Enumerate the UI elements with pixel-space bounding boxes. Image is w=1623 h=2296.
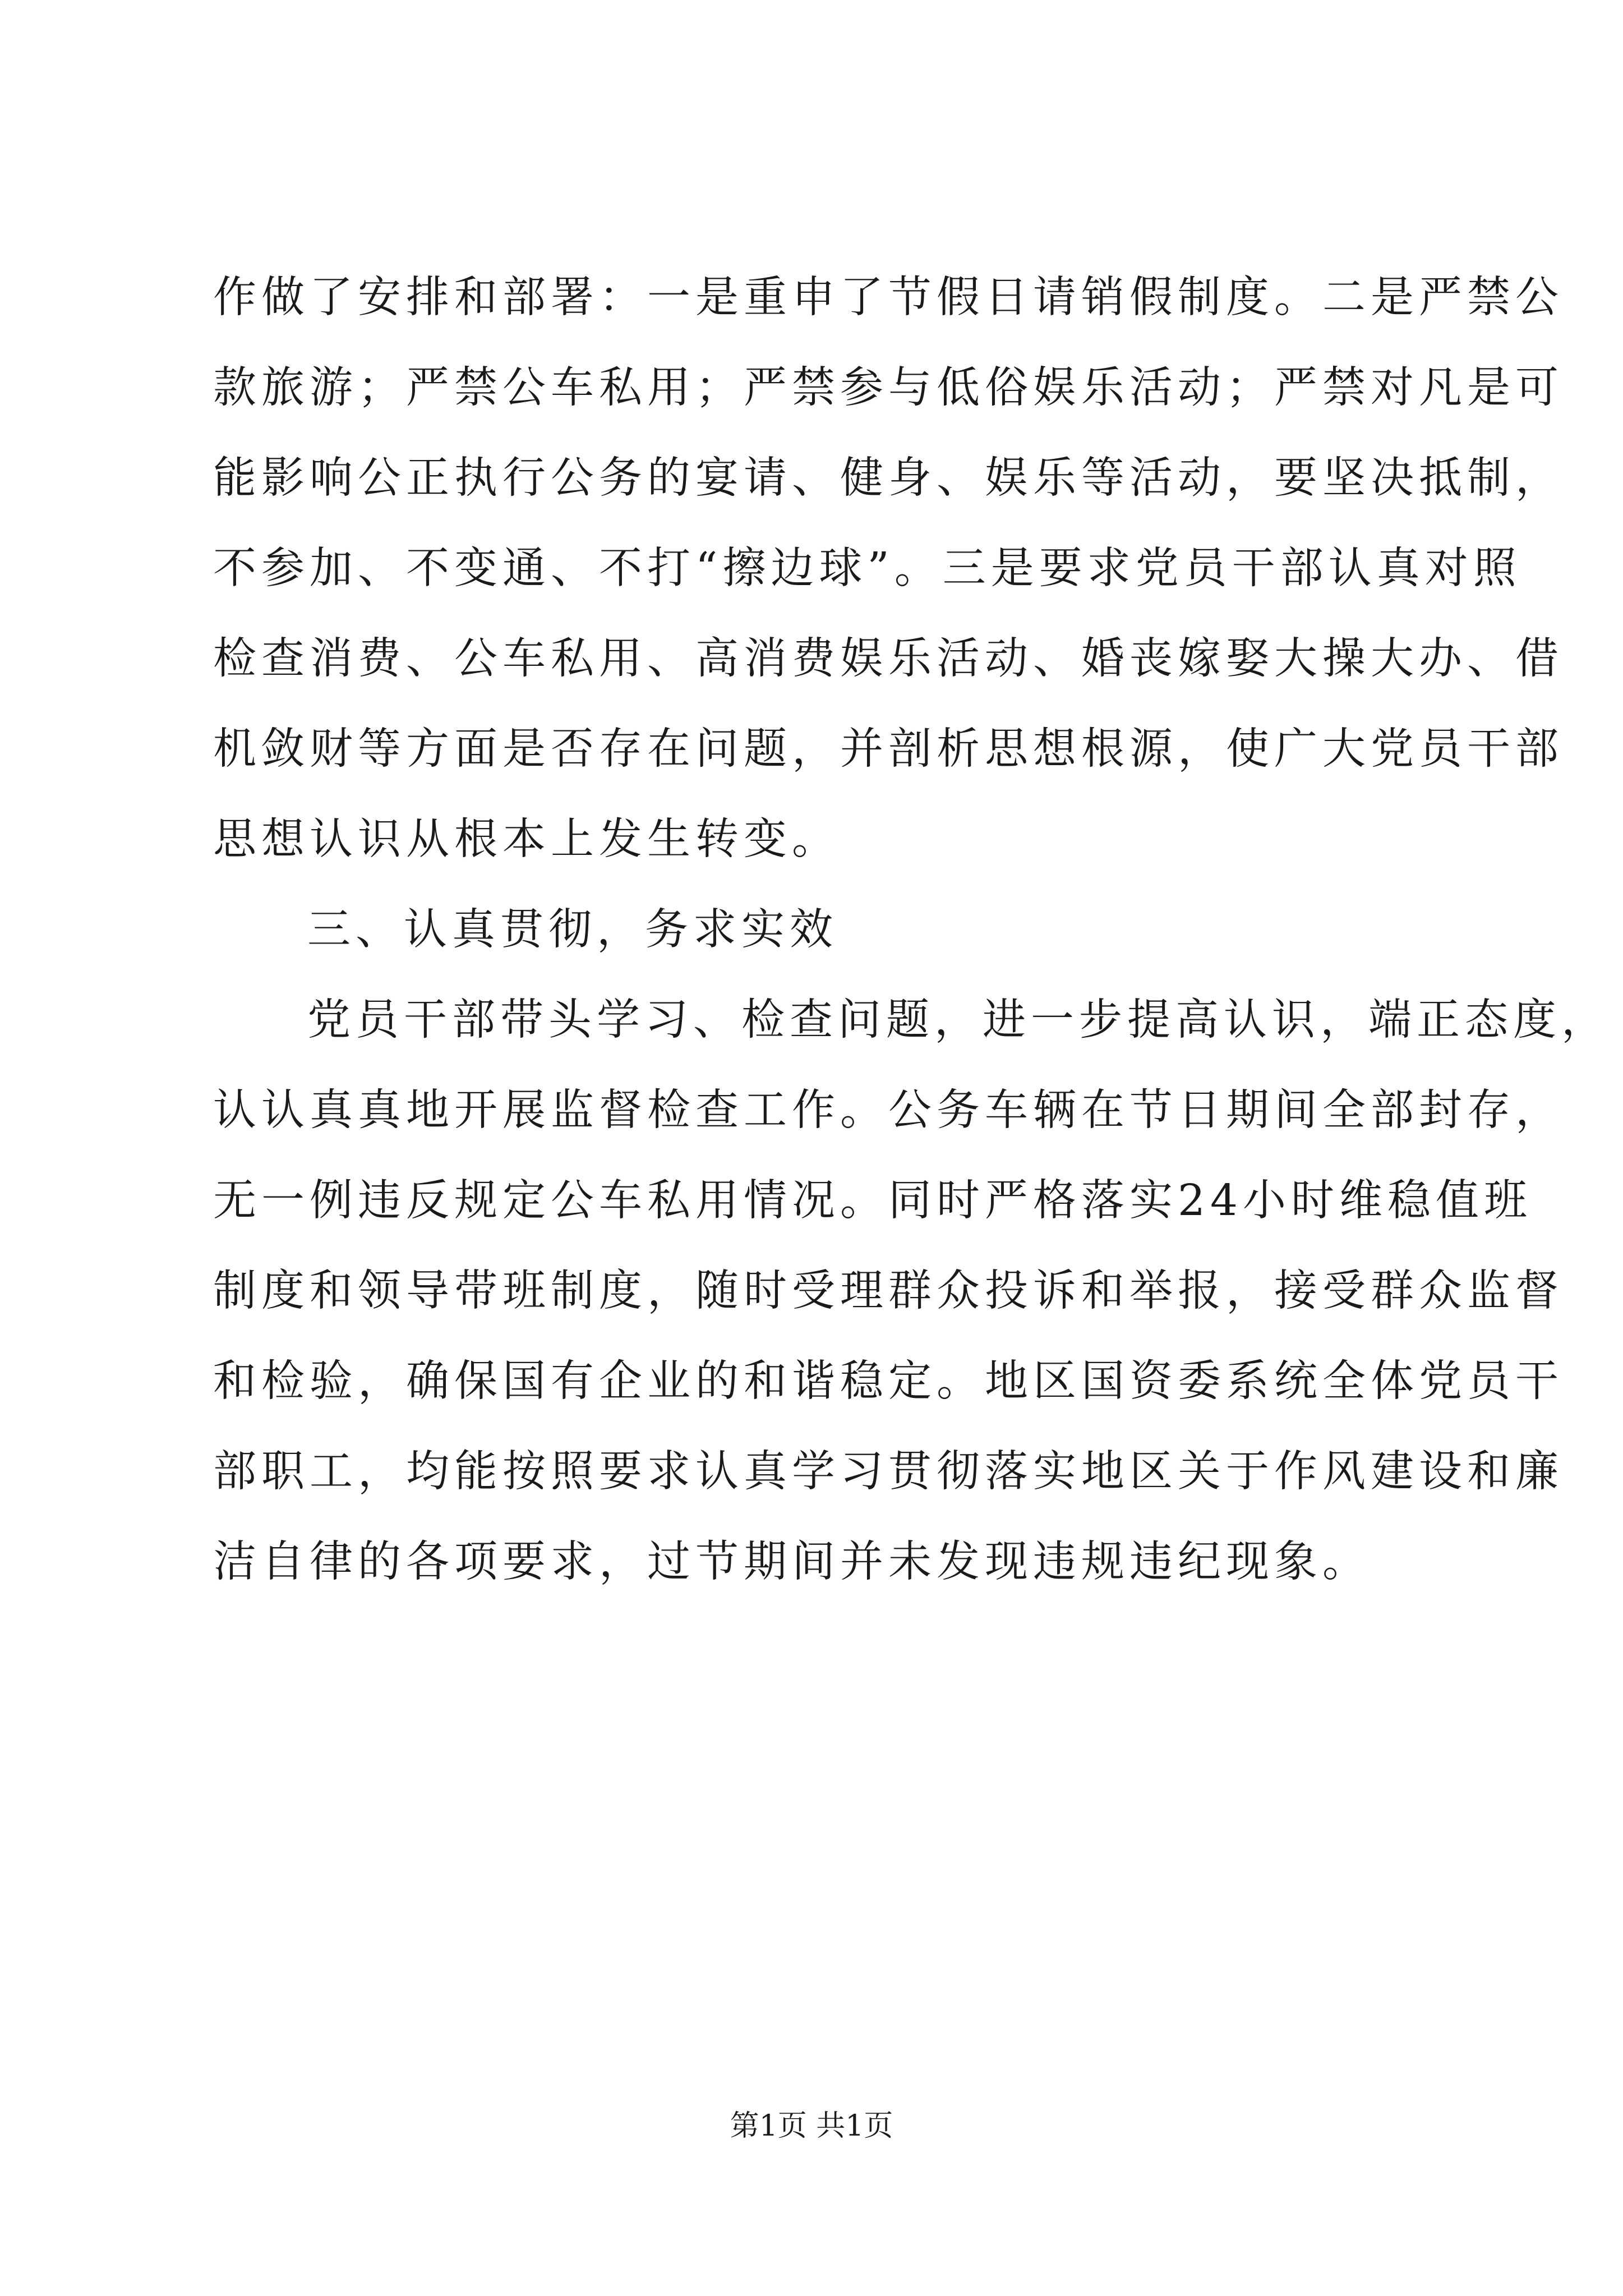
paragraph-1-line-3: 能影响公正执行公务的宴请、健身、娱乐等活动，要坚决抵制， bbox=[213, 453, 1564, 503]
paragraph-2-line-7: 洁自律的各项要求，过节期间并未发现违规违纪现象。 bbox=[213, 1537, 1371, 1587]
paragraph-1-line-2: 款旅游；严禁公车私用；严禁参与低俗娱乐活动；严禁对凡是可 bbox=[213, 363, 1564, 413]
paragraph-1-line-7: 思想认识从根本上发生转变。 bbox=[213, 815, 840, 864]
section-heading: 三、认真贯彻，务求实效 bbox=[307, 905, 838, 955]
paragraph-1-line-1: 作做了安排和部署：一是重申了节假日请销假制度。二是严禁公 bbox=[213, 273, 1564, 323]
paragraph-2-line-6: 部职工，均能按照要求认真学习贯彻落实地区关于作风建设和廉 bbox=[213, 1447, 1564, 1497]
paragraph-2-line-3: 无一例违反规定公车私用情况。同时严格落实24小时维稳值班 bbox=[213, 1176, 1532, 1226]
page-number-footer: 第1页 共1页 bbox=[730, 2109, 893, 2143]
paragraph-2-line-2: 认认真真地开展监督检查工作。公务车辆在节日期间全部封存， bbox=[213, 1085, 1564, 1135]
document-body bbox=[213, 252, 1610, 1607]
paragraph-2-line-5: 和检验，确保国有企业的和谐稳定。地区国资委系统全体党员干 bbox=[213, 1356, 1564, 1406]
paragraph-1-line-5: 检查消费、公车私用、高消费娱乐活动、婚丧嫁娶大操大办、借 bbox=[213, 634, 1564, 684]
paragraph-1-line-4: 不参加、不变通、不打“擦边球”。三是要求党员干部认真对照 bbox=[213, 544, 1521, 593]
paragraph-1-line-6: 机敛财等方面是否存在问题，并剖析思想根源，使广大党员干部 bbox=[213, 724, 1564, 774]
paragraph-2-line-1: 党员干部带头学习、检查问题，进一步提高认识，端正态度， bbox=[307, 995, 1610, 1045]
paragraph-2-line-4: 制度和领导带班制度，随时受理群众投诉和举报，接受群众监督 bbox=[213, 1266, 1564, 1316]
